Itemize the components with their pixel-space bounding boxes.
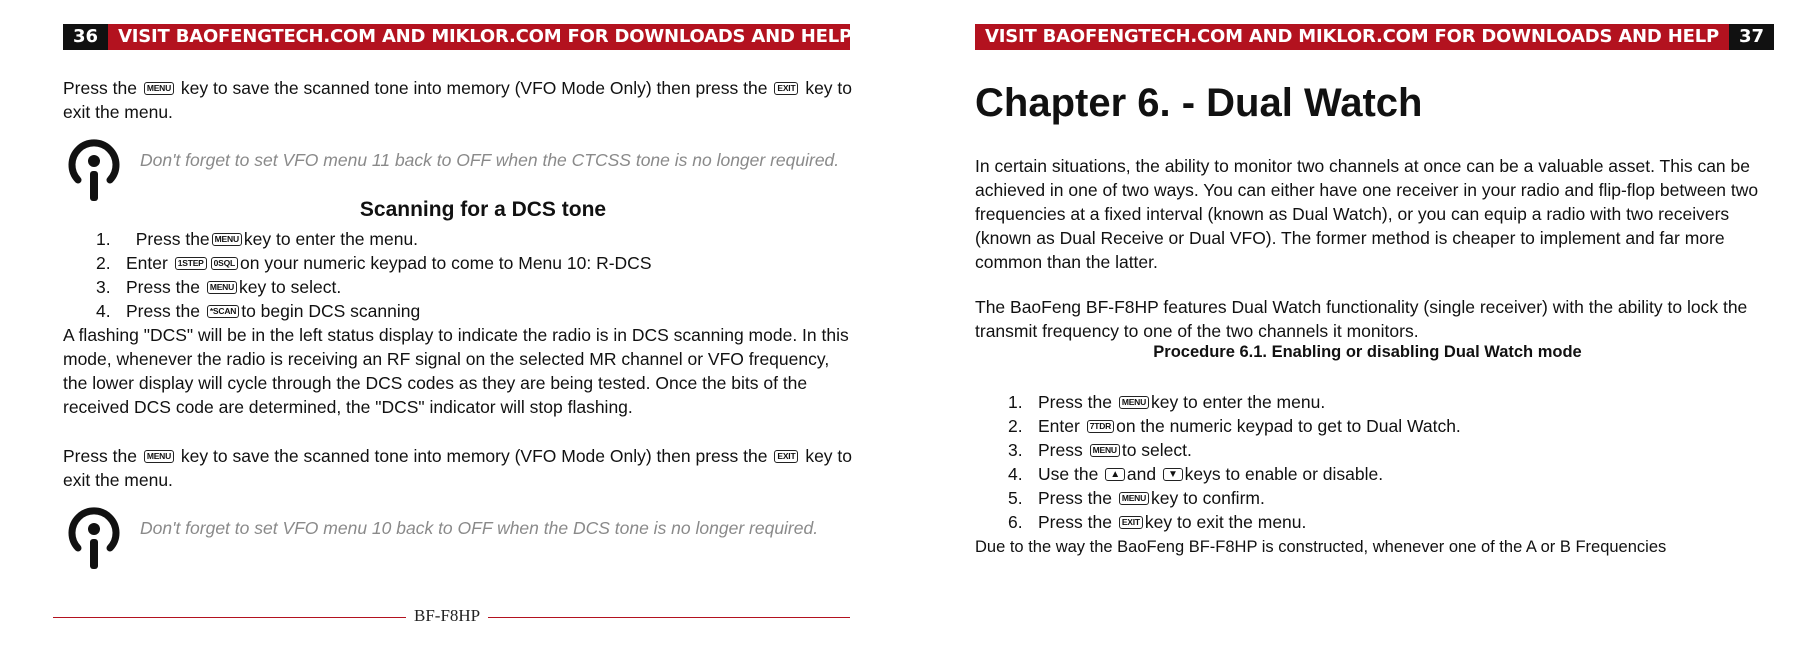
list-item: 6. Press the EXIT key to exit the menu. [1008,512,1307,532]
save-tone-paragraph: Press the MENU key to save the scanned tone into memory (VFO Mode Only) then press the EXIT key to exit the menu. [63,78,853,122]
left-header-banner [63,24,853,50]
exit-key-icon: EXIT [774,82,798,95]
down-arrow-key-icon: ▼ [1163,468,1183,481]
menu-key-icon: MENU [144,82,174,95]
list-item: 4. Press the *SCAN to begin DCS scanning [96,301,421,321]
info-tip-icon [64,136,124,206]
dual-watch-intro: In certain situations, the ability to monitor two channels at once can be a valuable asset. This can be achieved in one of two ways. You can either have one receiver in your radio and flip-flop between two frequencies at a fixed interval (known as Dual Watch), or you can equip a radio with two receivers (known as Dual Receive or Dual VFO). The former method is cheaper to implement and far more common than the latter. [975,156,1759,272]
dual-watch-feature: The BaoFeng BF-F8HP features Dual Watch functionality (single receiver) with the ability to lock the transmit frequency to one of the two channels it monitors. [975,297,1748,341]
menu-key-icon: MENU [1119,396,1149,409]
list-item: 5. Press the MENU key to confirm. [1008,488,1265,508]
scan-key-icon: *SCAN [207,305,239,318]
up-arrow-key-icon: ▲ [1105,468,1125,481]
banner-text: VISIT BAOFENGTECH.COM AND MIKLOR.COM FOR DOWNLOADS AND HELP [118,26,853,47]
footer-model: BF-F8HP [406,606,488,626]
info-tip-icon [64,504,124,574]
dcs-steps-list [96,227,652,323]
list-item: 2. Enter 1STEP 0SQL on your numeric keypad to come to Menu 10: R-DCS [96,253,652,273]
tdr-key-icon: 7TDR [1087,420,1114,433]
list-item: 3. Press MENU to select. [1008,440,1192,460]
menu-key-icon: MENU [1090,444,1120,457]
ctcss-tip: Don't forget to set VFO menu 11 back to OFF when the CTCSS tone is no longer required. [140,150,840,170]
chapter-title: Chapter 6. - Dual Watch [975,81,1423,125]
menu-key-icon: MENU [207,281,237,294]
menu-key-icon: MENU [212,233,242,246]
page-number: 37 [1729,24,1774,50]
construction-paragraph: Due to the way the BaoFeng BF-F8HP is constructed, whenever one of the A or B Frequencies [975,538,1667,556]
right-header-banner [975,24,1765,50]
list-item: 2. Enter 7TDR on the numeric keypad to get to Dual Watch. [1008,416,1461,436]
dual-watch-steps-list [1008,390,1461,534]
section-title: Scanning for a DCS tone [359,198,607,221]
list-item: 3. Press the MENU key to select. [96,277,342,297]
step-key-icon: 1STEP [175,257,207,270]
list-item: 1. Press the MENU key to enter the menu. [1008,392,1326,412]
procedure-title: Procedure 6.1. Enabling or disabling Dual Watch mode [1153,343,1582,361]
save-tone-paragraph-2: Press the MENU key to save the scanned tone into memory (VFO Mode Only) then press the EXIT key to exit the menu. [63,446,853,490]
menu-key-icon: MENU [144,450,174,463]
menu-key-icon: MENU [1119,492,1149,505]
list-item: 1. Press the MENU key to enter the menu. [96,229,419,249]
page-number: 36 [63,24,108,50]
right-page [907,0,1814,646]
sql-key-icon: 0SQL [211,257,238,270]
exit-key-icon: EXIT [1119,516,1143,529]
exit-key-icon: EXIT [774,450,798,463]
list-item: 4. Use the ▲ and ▼ keys to enable or disable. [1008,464,1384,484]
dcs-scanning-paragraph: A flashing "DCS" will be in the left status display to indicate the radio is in DCS scanning mode. In this mode, whenever the radio is receiving an RF signal on the selected MR channel or VFO frequency, the lower display will cycle through the DCS codes as they are being tested. Once the bits of the received DCS code are determined, the "DCS" indicator will stop flashing. [63,325,849,417]
dcs-tip: Don't forget to set VFO menu 10 back to OFF when the DCS tone is no longer required. [140,518,819,538]
banner-text: VISIT BAOFENGTECH.COM AND MIKLOR.COM FOR DOWNLOADS AND HELP [985,26,1719,47]
